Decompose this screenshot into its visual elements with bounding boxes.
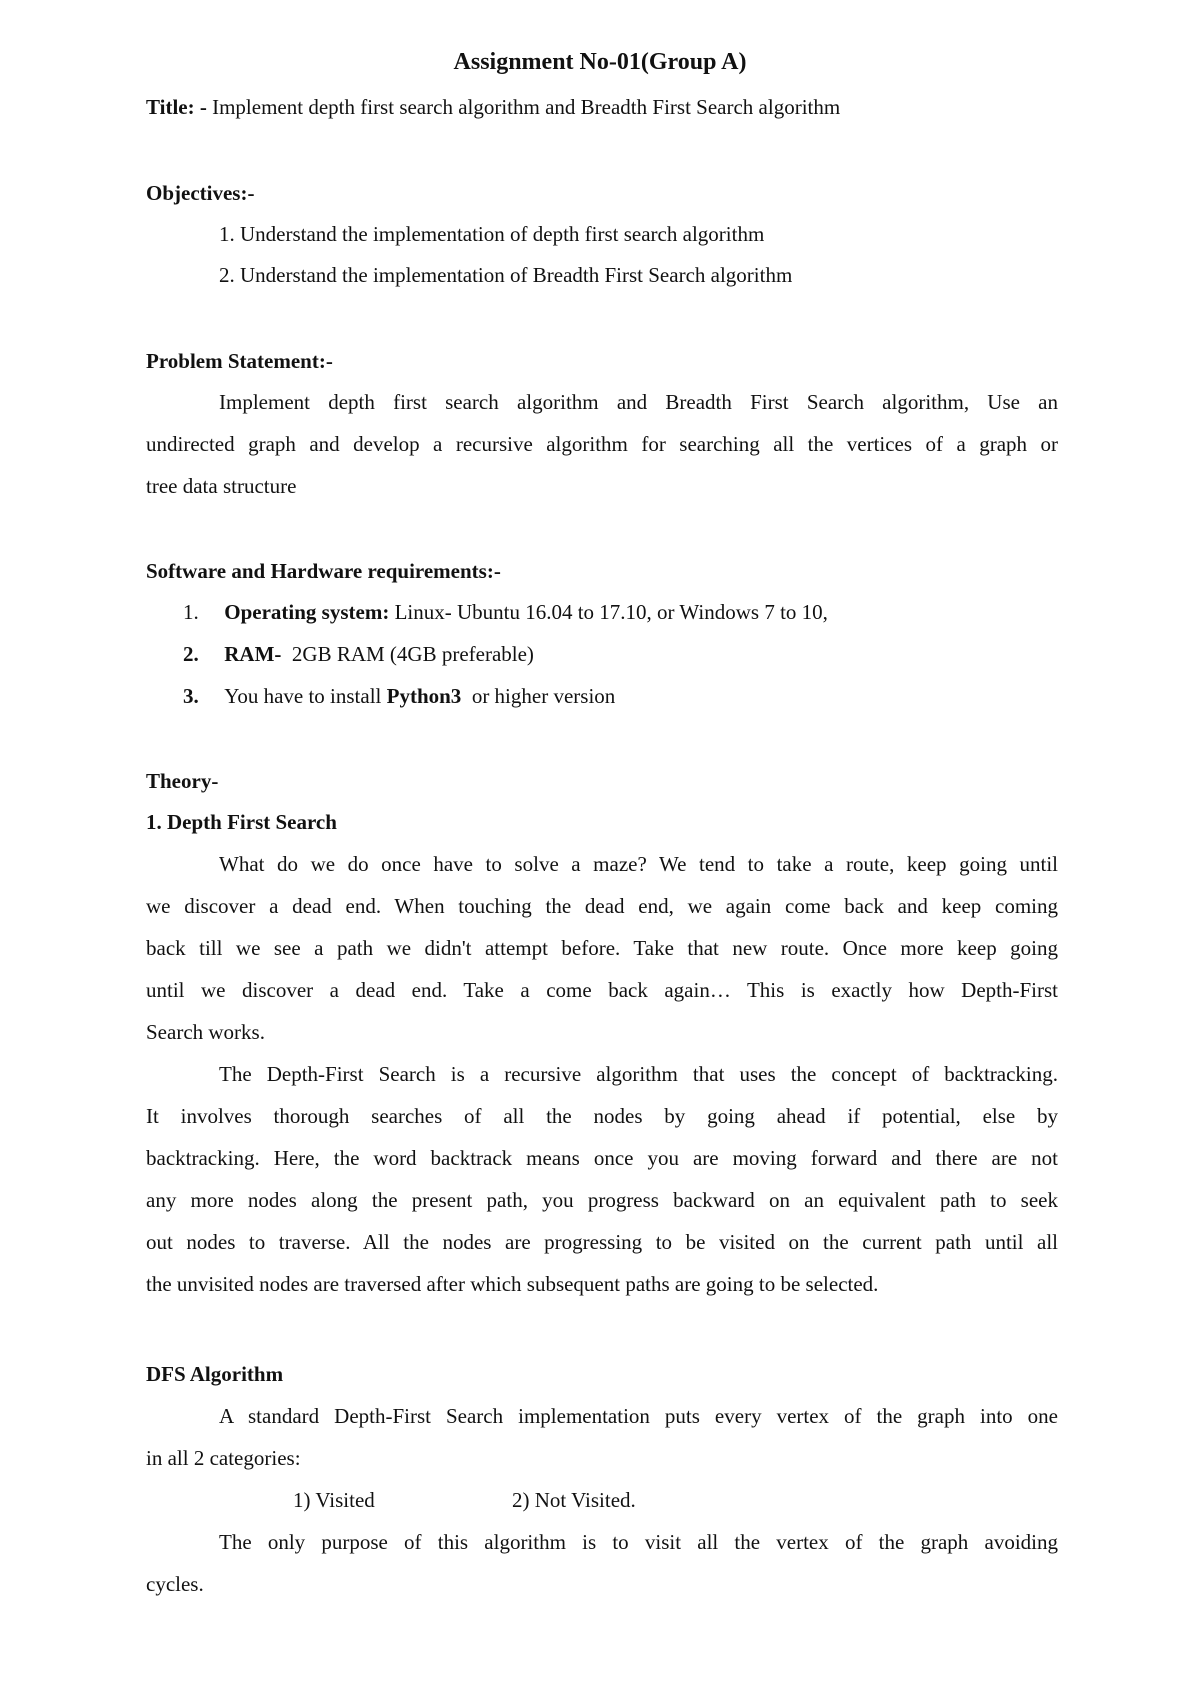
category-visited: 1) Visited (293, 1488, 375, 1512)
theory-para1-line-4: until we discover a dead end. Take a come back again… This is exactly how Depth-First (146, 978, 1058, 1002)
theory-para2-line-6: the unvisited nodes are traversed after which subsequent paths are going to be selected. (146, 1272, 879, 1296)
requirement-label: RAM- (224, 642, 282, 666)
requirement-number: 1. (183, 600, 199, 624)
objective-item-2: 2. Understand the implementation of Breadth First Search algorithm (219, 263, 793, 287)
title-label: Title: - (146, 95, 207, 119)
dfs-algo-para2-line-1: The only purpose of this algorithm is to visit all the vertex of the graph avoiding (219, 1530, 1058, 1554)
dfs-algo-para1-line-1: A standard Depth-First Search implementation puts every vertex of the graph into one (219, 1404, 1058, 1428)
title-line (146, 97, 840, 118)
theory-para2-line-5: out nodes to traverse. All the nodes are progressing to be visited on the current path until all (146, 1230, 1058, 1254)
theory-para1-line-3: back till we see a path we didn't attempt before. Take that new route. Once more keep going (146, 936, 1058, 960)
dfs-section-heading: 1. Depth First Search (146, 810, 337, 834)
requirement-number: 2. (183, 642, 199, 666)
requirement-label: Operating system: (224, 600, 390, 624)
requirement-text: 2GB RAM (4GB preferable) (281, 642, 534, 666)
requirement-item-1 (183, 602, 828, 623)
requirements-heading: Software and Hardware requirements:- (146, 559, 501, 583)
theory-para2-line-1: The Depth-First Search is a recursive algorithm that uses the concept of backtracking. (219, 1062, 1058, 1086)
requirement-item-2 (183, 644, 534, 665)
title-text: Implement depth first search algorithm and Breadth First Search algorithm (206, 95, 841, 119)
objectives-heading: Objectives:- (146, 181, 255, 205)
requirement-text: Linux- Ubuntu 16.04 to 17.10, or Windows 7 to 10, (389, 600, 828, 624)
dfs-algo-para1-line-2: in all 2 categories: (146, 1446, 301, 1470)
problem-line-3: tree data structure (146, 474, 297, 498)
theory-para1-line-1: What do we do once have to solve a maze? We tend to take a route, keep going until (219, 852, 1058, 876)
requirement-text: or higher version (461, 684, 616, 708)
problem-statement-heading: Problem Statement:- (146, 349, 333, 373)
dfs-algorithm-heading: DFS Algorithm (146, 1362, 284, 1386)
theory-para2-line-3: backtracking. Here, the word backtrack means once you are moving forward and there are not (146, 1146, 1058, 1170)
theory-heading: Theory- (146, 769, 219, 793)
theory-para1-line-2: we discover a dead end. When touching the dead end, we again come back and keep coming (146, 894, 1058, 918)
requirement-label: Python3 (386, 684, 462, 708)
theory-para2-line-2: It involves thorough searches of all the nodes by going ahead if potential, else by (146, 1104, 1058, 1128)
theory-para2-line-4: any more nodes along the present path, you progress backward on an equivalent path to seek (146, 1188, 1058, 1212)
objective-item-1: 1. Understand the implementation of depth first search algorithm (219, 222, 765, 246)
assignment-heading: Assignment No-01(Group A) (453, 49, 747, 75)
problem-line-1: Implement depth first search algorithm and Breadth First Search algorithm, Use an (219, 390, 1058, 414)
problem-line-2: undirected graph and develop a recursive algorithm for searching all the vertices of a graph or (146, 432, 1058, 456)
category-not-visited: 2) Not Visited. (512, 1488, 636, 1512)
dfs-algo-para2-line-2: cycles. (146, 1572, 204, 1596)
requirement-item-3 (183, 686, 615, 707)
theory-para1-line-5: Search works. (146, 1020, 265, 1044)
requirement-pre: You have to install (224, 684, 387, 708)
requirement-number: 3. (183, 684, 199, 708)
